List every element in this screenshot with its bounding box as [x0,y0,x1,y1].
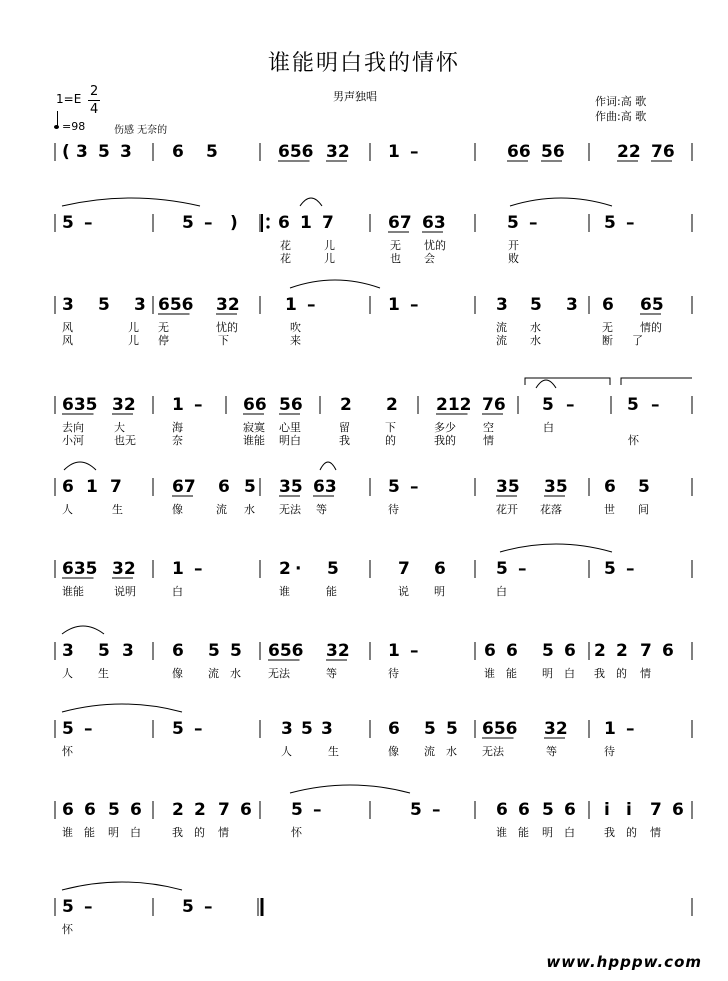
lyric-verse-1: 忧的 [216,321,238,334]
note: 1 [388,641,400,661]
note: i [626,800,632,820]
note: 35 [496,477,520,497]
lyric-verse-2: 的 [385,434,396,447]
note: 6 [506,641,518,661]
lyric-verse-1: 谁 [496,826,507,839]
lyric-verse-1: 留 [339,421,350,434]
note: 6 [240,800,252,820]
lyric-verse-1: 的 [194,826,205,839]
note: 3 [122,641,134,661]
lyric-verse-1: 怀 [62,745,73,758]
note: 6 [604,477,616,497]
note: – [626,719,635,739]
performance-type: 男声独唱 [333,90,377,103]
lyric-verse-2: 也 [390,252,401,265]
note: 66 [507,142,531,162]
note: 1 [388,295,400,315]
note: 32 [216,295,240,315]
lyric-verse-1: 明 [542,667,553,680]
note: 6 [62,800,74,820]
lyric-verse-1: 无法 [279,503,301,516]
note: 6 [388,719,400,739]
note: 5 [230,641,242,661]
slur-arc [290,280,380,288]
lyric-verse-1: 的 [616,667,627,680]
note: 3 [120,142,132,162]
lyric-verse-1: 花落 [540,503,562,516]
lyric-verse-1: 我 [604,826,615,839]
note: 3 [496,295,508,315]
lyricist-credit: 作词:高 歌 [595,95,647,108]
note: ( [62,142,70,162]
key-signature: 1=E [56,92,82,106]
lyric-verse-1: 谁 [62,826,73,839]
note: 3 [281,719,293,739]
volta-2 [621,378,692,385]
lyric-verse-1: 能 [84,826,95,839]
note: 32 [326,641,350,661]
note: 1 [604,719,616,739]
note: – [307,295,316,315]
note: 5 [638,477,650,497]
lyric-verse-1: 流 [216,503,227,516]
note: 5 [182,897,194,917]
lyric-verse-1: 无 [158,321,169,334]
lyric-verse-1: 怀 [291,826,302,839]
lyric-verse-1: 儿 [324,239,335,252]
note: 2 [386,395,398,415]
lyric-verse-2: 奈 [172,434,183,447]
lyric-verse-2: 水 [530,334,541,347]
lyric-verse-1: 白 [172,585,183,598]
note: 3 [62,641,74,661]
lyric-verse-1: 等 [546,745,557,758]
note: 22 [617,142,641,162]
note: 2 [194,800,206,820]
note: 32 [112,395,136,415]
lyric-verse-2: 也无 [114,434,136,447]
slur-arc [62,882,182,890]
note: 2 [340,395,352,415]
lyric-verse-1: 空 [483,421,494,434]
note: 5 [627,395,639,415]
note: 656 [158,295,194,315]
note: 656 [268,641,304,661]
note: – [410,142,419,162]
repeat-dot [266,225,269,228]
note: · [295,559,302,579]
note: 2 [172,800,184,820]
note: 5 [172,719,184,739]
note: 3 [134,295,146,315]
note: 7 [218,800,230,820]
lyric-verse-1: 无 [390,239,401,252]
note: 56 [279,395,303,415]
note: 7 [640,641,652,661]
lyric-verse-1: 无法 [268,667,290,680]
note: ) [230,213,238,233]
note: 35 [544,477,568,497]
lyric-verse-1: 我 [594,667,605,680]
lyric-verse-1: 说 [398,585,409,598]
note: 6 [602,295,614,315]
lyric-verse-2: 儿 [128,334,139,347]
note: 5 [182,213,194,233]
note: 6 [84,800,96,820]
note: 5 [410,800,422,820]
lyric-verse-1: 待 [388,503,399,516]
lyric-verse-1: 忧的 [424,239,446,252]
note: – [410,477,419,497]
note: 66 [243,395,267,415]
lyric-verse-1: 等 [326,667,337,680]
lyric-verse-1: 生 [98,667,109,680]
lyric-verse-2: 花 [280,252,291,265]
lyric-verse-2: 小河 [62,434,84,447]
note: i [604,800,610,820]
note: – [84,719,93,739]
note: 6 [518,800,530,820]
lyric-verse-1: 明 [108,826,119,839]
lyric-verse-1: 海 [172,421,183,434]
lyric-verse-1: 能 [326,585,337,598]
note: – [410,295,419,315]
note: – [313,800,322,820]
note: 656 [482,719,518,739]
note: – [651,395,660,415]
note: 63 [422,213,446,233]
lyric-verse-1: 去向 [62,421,84,434]
note: 32 [112,559,136,579]
lyric-verse-1: 白 [496,585,507,598]
lyric-verse-1: 情 [218,826,229,839]
note: 7 [322,213,334,233]
note: – [410,641,419,661]
lyric-verse-2: 了 [632,334,643,347]
lyric-verse-1: 流 [424,745,435,758]
note: 5 [496,559,508,579]
lyric-verse-1: 人 [281,745,292,758]
note: – [194,395,203,415]
note: 76 [651,142,675,162]
note: 5 [206,142,218,162]
note: 5 [291,800,303,820]
lyric-verse-2: 败 [508,252,519,265]
note: 1 [388,142,400,162]
note: – [204,213,213,233]
note: – [84,897,93,917]
lyric-verse-1: 水 [530,321,541,334]
slur-arc [64,462,96,470]
note: 6 [130,800,142,820]
note: 6 [662,641,674,661]
slur-arc [62,704,182,712]
note: 6 [172,641,184,661]
note: 7 [110,477,122,497]
note: 6 [484,641,496,661]
note: 5 [530,295,542,315]
tempo-marking: =98 [62,120,86,133]
note: 5 [542,800,554,820]
lyric-verse-1: 间 [638,503,649,516]
lyric-verse-1: 世 [604,503,615,516]
note: – [626,213,635,233]
lyric-verse-1: 多少 [434,421,456,434]
lyric-verse-1: 流 [496,321,507,334]
lyric-verse-1: 谁能 [62,585,84,598]
lyric-verse-1: 花开 [496,503,518,516]
lyric-verse-1: 儿 [128,321,139,334]
note: 1 [86,477,98,497]
lyric-verse-1: 等 [316,503,327,516]
slur-arc [62,626,104,634]
note: 5 [62,897,74,917]
lyric-verse-2: 我的 [434,434,456,447]
note: 5 [98,641,110,661]
note: 5 [98,295,110,315]
note: 5 [424,719,436,739]
lyric-verse-1: 生 [112,503,123,516]
lyric-verse-1: 谁 [484,667,495,680]
composer-credit: 作曲:高 歌 [595,110,647,123]
note: – [432,800,441,820]
slur-arc [536,380,556,388]
lyric-verse-1: 风 [62,321,73,334]
note: 7 [650,800,662,820]
volta-1 [525,378,610,385]
lyric-verse-1: 无 [602,321,613,334]
lyric-verse-1: 寂寞 [243,421,265,434]
note: 5 [108,800,120,820]
lyric-verse-1: 明 [434,585,445,598]
note: 2 [279,559,291,579]
note: 5 [62,719,74,739]
lyric-verse-1: 我 [172,826,183,839]
note: 76 [482,395,506,415]
lyric-verse-2: 我 [339,434,350,447]
lyric-verse-1: 白 [564,667,575,680]
lyric-verse-1: 怀 [62,923,73,936]
note: 6 [278,213,290,233]
lyric-verse-1: 水 [244,503,255,516]
note: 6 [218,477,230,497]
note: 1 [172,559,184,579]
note: 7 [398,559,410,579]
note: 3 [321,719,333,739]
lyric-verse-1: 谁 [279,585,290,598]
lyric-verse-1: 待 [604,745,615,758]
lyric-verse-1: 心里 [279,421,301,434]
lyric-verse-1: 无法 [482,745,504,758]
lyric-verse-2: 怀 [628,434,639,447]
note: 5 [208,641,220,661]
lyric-verse-2: 断 [602,334,613,347]
slur-arc [320,462,336,470]
lyric-verse-1: 下 [385,421,396,434]
lyric-verse-1: 情的 [640,321,662,334]
lyric-verse-1: 白 [564,826,575,839]
lyric-verse-2: 下 [218,334,229,347]
lyric-verse-1: 生 [328,745,339,758]
lyric-verse-2: 明白 [279,434,301,447]
note: 635 [62,559,98,579]
repeat-dot [266,217,269,220]
lyric-verse-2: 流 [496,334,507,347]
lyric-verse-1: 水 [446,745,457,758]
note: 67 [388,213,412,233]
note: – [529,213,538,233]
note: 63 [313,477,337,497]
lyric-verse-1: 人 [62,667,73,680]
note: – [84,213,93,233]
score-title: 谁能明白我的情怀 [267,51,460,76]
note: 3 [62,295,74,315]
lyric-verse-2: 风 [62,334,73,347]
note: 32 [544,719,568,739]
lyric-verse-1: 花 [280,239,291,252]
note: 656 [278,142,314,162]
expression-marking: 伤感 无奈的 [114,125,168,136]
note: 32 [326,142,350,162]
note: 6 [496,800,508,820]
note: – [518,559,527,579]
note: 6 [172,142,184,162]
note: 5 [244,477,256,497]
note: 5 [446,719,458,739]
lyric-verse-2: 谁能 [243,434,265,447]
slur-arc [62,198,200,206]
slur-arc [290,785,410,793]
lyric-verse-1: 说明 [114,585,136,598]
slur-arc [500,544,612,552]
lyric-verse-1: 待 [388,667,399,680]
note: 212 [436,395,472,415]
note: 5 [542,395,554,415]
note: 6 [434,559,446,579]
note: 635 [62,395,98,415]
lyric-verse-1: 白 [130,826,141,839]
note: 5 [507,213,519,233]
lyric-verse-2: 停 [158,334,169,347]
lyric-verse-1: 白 [543,421,554,434]
note: – [204,897,213,917]
note: 3 [76,142,88,162]
lyric-verse-1: 能 [518,826,529,839]
lyric-verse-1: 像 [172,503,183,516]
note: – [566,395,575,415]
note: 5 [301,719,313,739]
note: 6 [564,800,576,820]
note: 5 [98,142,110,162]
time-signature-numerator: 2 [90,84,99,99]
note: 5 [542,641,554,661]
lyric-verse-1: 像 [388,745,399,758]
note: 6 [62,477,74,497]
note: 65 [640,295,664,315]
lyric-verse-2: 来 [290,334,301,347]
lyric-verse-1: 流 [208,667,219,680]
lyric-verse-2: 情 [483,434,494,447]
lyric-verse-1: 像 [172,667,183,680]
note: – [626,559,635,579]
note: 6 [564,641,576,661]
note: 35 [279,477,303,497]
note: 6 [672,800,684,820]
note: 2 [594,641,606,661]
lyric-verse-1: 人 [62,503,73,516]
note: 3 [566,295,578,315]
website-watermark: www.hpppw.com [546,953,702,971]
lyric-verse-1: 情 [640,667,651,680]
note: 56 [541,142,565,162]
note: 5 [388,477,400,497]
lyric-verse-1: 情 [650,826,661,839]
note: 5 [604,559,616,579]
note: – [194,559,203,579]
lyric-verse-1: 水 [230,667,241,680]
lyric-verse-1: 吹 [290,321,301,334]
time-signature-denominator: 4 [90,102,99,117]
note: 5 [604,213,616,233]
lyric-verse-1: 的 [626,826,637,839]
lyric-verse-2: 儿 [324,252,335,265]
note: 5 [62,213,74,233]
slur-arc [510,198,612,206]
lyric-verse-1: 明 [542,826,553,839]
note: 1 [285,295,297,315]
note: 5 [327,559,339,579]
lyric-verse-1: 能 [506,667,517,680]
lyric-verse-2: 会 [424,252,435,265]
note: 2 [616,641,628,661]
note: – [194,719,203,739]
lyric-verse-1: 开 [508,239,519,252]
slur-arc [300,198,322,206]
lyric-verse-1: 大 [114,421,125,434]
note: 67 [172,477,196,497]
note: 1 [172,395,184,415]
note: 1 [300,213,312,233]
